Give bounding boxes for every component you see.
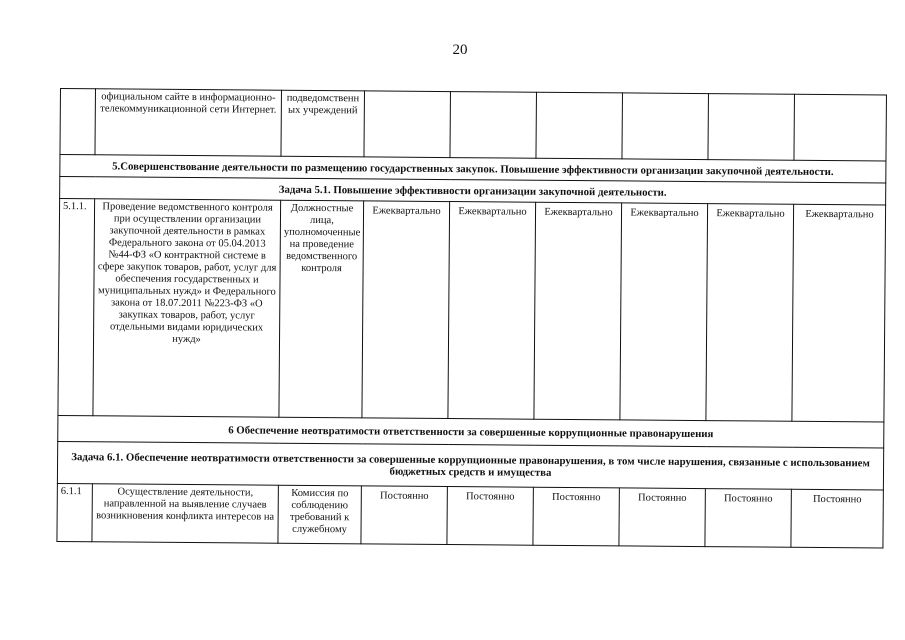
- page-number: 20: [452, 42, 468, 58]
- responsible-cell: Комиссия по соблюдению требований к служебному: [278, 485, 361, 544]
- document-body: [56, 88, 886, 616]
- table-row: [58, 199, 886, 422]
- period-cell: Ежеквартально: [362, 201, 450, 419]
- period-cell: Ежеквартально: [448, 202, 536, 420]
- period-cell: Постоянно: [791, 489, 883, 548]
- period-cell: Постоянно: [447, 487, 533, 546]
- activity-cell: Осуществление деятельности, направленной на выявление случаев возникновения конфликта интересов на: [92, 484, 278, 543]
- table-row: [60, 89, 886, 161]
- period-cell: [450, 92, 537, 159]
- period-cell: [794, 94, 887, 161]
- period-cell: [536, 92, 623, 159]
- row-number: [60, 89, 96, 155]
- plan-table: [56, 88, 887, 548]
- task-row: [57, 441, 883, 489]
- table-row: [57, 483, 883, 547]
- period-cell: Ежеквартально: [620, 203, 708, 421]
- period-cell: Ежеквартально: [534, 202, 622, 420]
- task-5-1-title: Задача 5.1. Повышение эффективности организации закупочной деятельности.: [60, 177, 886, 205]
- period-cell: [708, 94, 795, 161]
- row-number: 5.1.1.: [58, 199, 95, 416]
- period-cell: Постоянно: [533, 487, 619, 546]
- period-cell: [622, 93, 709, 160]
- task-6-1-title: Задача 6.1. Обеспечение неотвратимости ответственности за совершенные коррупционные правонарушения, в том числе нарушения, связанные с использованием бюджетных средств и имущества: [57, 441, 883, 489]
- activity-cell: официальном сайте в информационно-телекоммуникационной сети Интернет.: [95, 89, 282, 156]
- period-cell: Постоянно: [619, 488, 705, 547]
- period-cell: Постоянно: [705, 489, 791, 548]
- period-cell: [364, 91, 451, 158]
- responsible-cell: Должностные лица, уполномоченные на проведение ведомственного контроля: [279, 200, 364, 418]
- period-cell: Ежеквартально: [792, 204, 886, 422]
- responsible-cell: подведомственн ых учреждений: [281, 90, 365, 157]
- activity-cell: Проведение ведомственного контроля при осуществлении организации закупочной деятельности в рамках Федерального закона от 05.04.2013 №44-ФЗ «О контрактной системе в сфере закупок товаров, работ, услуг для обеспечения государственных и муниципальных нужд» и Федерального закона от 18.07.2011 №223-ФЗ «О закупках товаров, работ, услуг отдельными видами юридических нужд»: [93, 199, 281, 417]
- row-number: 6.1.1: [57, 483, 92, 541]
- section-5-title: 5.Совершенствование деятельности по размещению государственных закупок. Повышение эффективности организации закупочной деятельности.: [60, 155, 886, 183]
- period-cell: Постоянно: [361, 486, 447, 545]
- section-6-title: 6 Обеспечение неотвратимости ответственности за совершенные коррупционные правонарушения: [58, 415, 884, 447]
- period-cell: Ежеквартально: [706, 204, 794, 422]
